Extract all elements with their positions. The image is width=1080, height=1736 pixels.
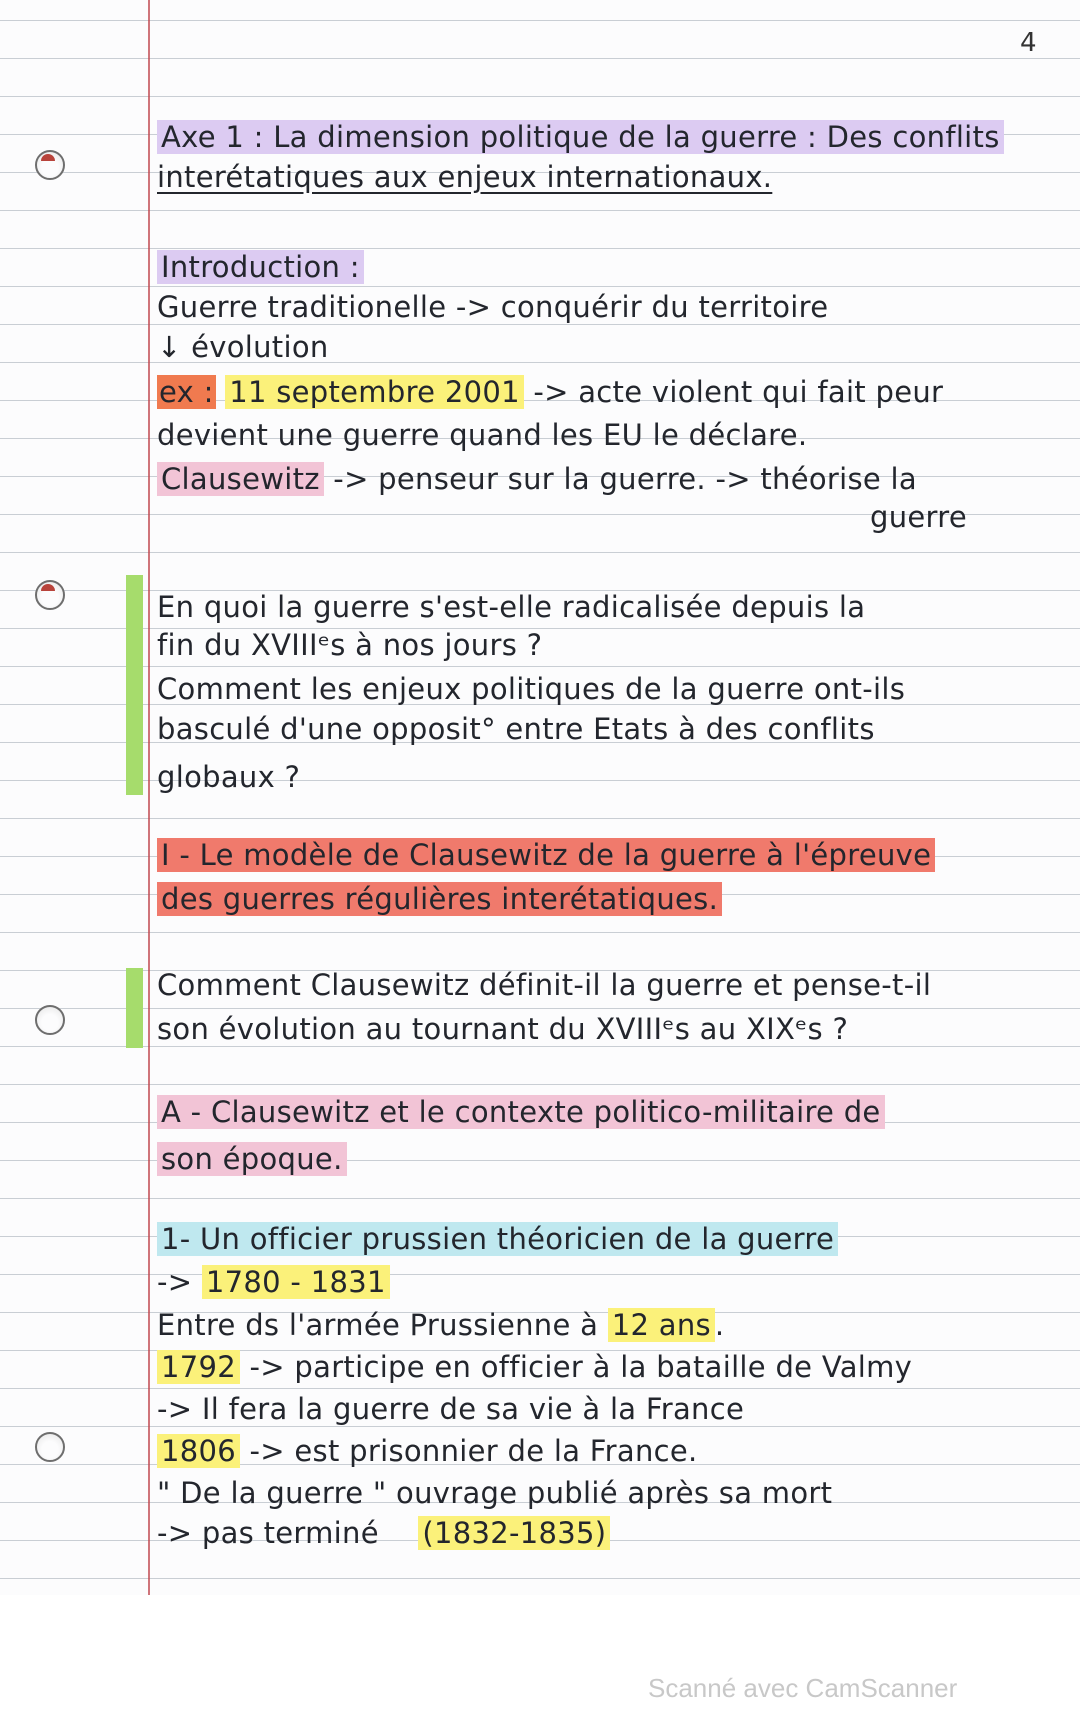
sectionA-title-1: A - Clausewitz et le contexte politico-militaire de	[157, 1095, 885, 1129]
sub1-1806-line	[157, 1434, 698, 1468]
ruled-line	[0, 1388, 1080, 1389]
part1-title-2: des guerres régulières interétatiques.	[157, 882, 722, 916]
sectionA-line-2	[157, 1142, 347, 1176]
title-text-1: Axe 1 : La dimension politique de la guerre : Des conflits	[157, 120, 1004, 154]
example-label: ex :	[159, 375, 214, 409]
year-1806: 1806	[157, 1434, 240, 1468]
intro-heading: Introduction :	[157, 250, 364, 284]
sub1-termine-dates: (1832-1835)	[418, 1516, 610, 1550]
question-line-2: son évolution au tournant du XVIIIᵉs au XIXᵉs ?	[157, 1012, 849, 1046]
ruled-line	[0, 286, 1080, 287]
intro-line-6: guerre	[870, 500, 967, 534]
sub1-heading: 1- Un officier prussien théoricien de la guerre	[157, 1222, 838, 1256]
title-line-1	[157, 120, 1004, 154]
problematique-line-5: globaux ?	[157, 760, 301, 794]
problematique-line-3: Comment les enjeux politiques de la guerre ont-ils	[157, 672, 906, 706]
ruled-line	[0, 666, 1080, 667]
intro-example-line	[157, 375, 943, 409]
intro-line-4: devient une guerre quand les EU le déclare.	[157, 418, 808, 452]
ruled-line	[0, 818, 1080, 819]
binder-hole	[35, 150, 65, 180]
ruled-line	[0, 58, 1080, 59]
margin-line	[148, 0, 150, 1595]
ruled-line	[0, 1008, 1080, 1009]
sub1-ouvrage-line: " De la guerre " ouvrage publié après sa mort	[157, 1476, 833, 1510]
ruled-line	[0, 96, 1080, 97]
binder-hole	[35, 580, 65, 610]
binder-hole	[35, 1005, 65, 1035]
year-1792: 1792	[157, 1350, 240, 1384]
ruled-line	[0, 248, 1080, 249]
sub1-entre-end: .	[714, 1308, 725, 1342]
year-1792-text: -> participe en officier à la bataille de Valmy	[240, 1350, 913, 1384]
ruled-line	[0, 552, 1080, 553]
sub1-entre-text: Entre ds l'armée Prussienne à	[157, 1308, 608, 1342]
problematique-line-1: En quoi la guerre s'est-elle radicalisée depuis la	[157, 590, 866, 624]
green-highlight-bar	[126, 968, 143, 1048]
sub1-termine-line	[157, 1516, 610, 1550]
ruled-line	[0, 1426, 1080, 1427]
ruled-line	[0, 1198, 1080, 1199]
ruled-line	[0, 1578, 1080, 1579]
ruled-line	[0, 1084, 1080, 1085]
camscanner-watermark: Scanné avec CamScanner	[648, 1673, 958, 1703]
question-line-1: Comment Clausewitz définit-il la guerre et pense-t-il	[157, 968, 932, 1002]
sub1-termine: -> pas terminé	[157, 1516, 379, 1550]
sub1-guerre-line: -> Il fera la guerre de sa vie à la France	[157, 1392, 745, 1426]
ruled-line	[0, 210, 1080, 211]
sub1-dates-line	[157, 1265, 390, 1299]
example-text: -> acte violent qui fait peur	[523, 375, 944, 409]
intro-line-2: ↓ évolution	[157, 330, 329, 364]
sub1-entre-line	[157, 1308, 724, 1342]
problematique-line-2: fin du XVIIIᵉs à nos jours ?	[157, 628, 543, 662]
binder-hole	[35, 1432, 65, 1462]
ruled-line	[0, 932, 1080, 933]
clausewitz-name: Clausewitz	[157, 462, 324, 496]
page-number: 4	[1020, 28, 1037, 58]
clausewitz-text: -> penseur sur la guerre. -> théorise la	[323, 462, 917, 496]
part1-line-2	[157, 882, 722, 916]
part1-title-1: I - Le modèle de Clausewitz de la guerre à l'épreuve	[157, 838, 935, 872]
sub1-1792-line	[157, 1350, 912, 1384]
sectionA-title-2: son époque.	[157, 1142, 347, 1176]
green-highlight-bar	[126, 575, 143, 795]
ruled-line	[0, 20, 1080, 21]
sub1-entre-age: 12 ans	[608, 1308, 715, 1342]
sub1-dates: 1780 - 1831	[202, 1265, 390, 1299]
sectionA-line-1	[157, 1095, 885, 1129]
title-line-2: interétatiques aux enjeux internationaux.	[157, 160, 773, 194]
year-1806-text: -> est prisonnier de la France.	[240, 1434, 698, 1468]
part1-line-1	[157, 838, 935, 872]
sub1-heading-line	[157, 1222, 838, 1256]
intro-line-1: Guerre traditionelle -> conquérir du territoire	[157, 290, 829, 324]
example-date: 11 septembre 2001	[225, 375, 524, 409]
intro-clausewitz-line	[157, 462, 917, 496]
problematique-line-4: basculé d'une opposit° entre Etats à des conflits	[157, 712, 875, 746]
ruled-line	[0, 1046, 1080, 1047]
intro-heading-line	[157, 250, 364, 284]
sub1-dates-arrow: ->	[157, 1265, 202, 1299]
ruled-line	[0, 324, 1080, 325]
